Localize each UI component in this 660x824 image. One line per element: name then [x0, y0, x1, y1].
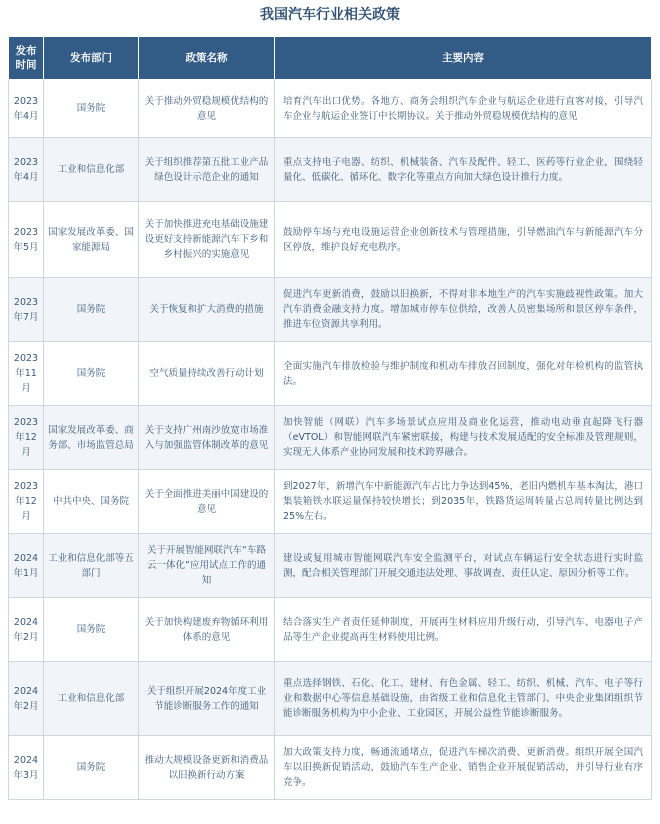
- cell-dept: 国务院: [44, 278, 139, 342]
- table-row: [9, 202, 652, 278]
- header-content: 主要内容: [275, 37, 652, 80]
- cell-time: 2024年1月: [9, 534, 44, 598]
- header-time: 发布时间: [9, 37, 44, 80]
- cell-policy: 关于组织开展2024年度工业节能诊断服务工作的通知: [139, 662, 275, 736]
- cell-content: 加大政策支持力度，畅通流通堵点，促进汽车梯次消费、更新消费。组织开展全国汽车以旧换新促销活动，鼓励汽车生产企业、销售企业开展促销活动，并引导行业有序竞争。: [275, 736, 652, 800]
- table-row: [9, 534, 652, 598]
- header-dept: 发布部门: [44, 37, 139, 80]
- cell-dept: 工业和信息化部: [44, 662, 139, 736]
- cell-policy: 关于组织推荐第五批工业产品绿色设计示范企业的通知: [139, 138, 275, 202]
- cell-dept: 中共中央、国务院: [44, 470, 139, 534]
- cell-policy: 关于支持广州南沙放宽市场准入与加强监管体制改革的意见: [139, 406, 275, 470]
- header-row: [9, 37, 652, 80]
- table-row: [9, 406, 652, 470]
- cell-dept: 国务院: [44, 342, 139, 406]
- table-row: [9, 598, 652, 662]
- table-row: [9, 470, 652, 534]
- cell-policy: 关于开展智能网联汽车“车路云一体化”应用试点工作的通知: [139, 534, 275, 598]
- cell-policy: 空气质量持续改善行动计划: [139, 342, 275, 406]
- cell-time: 2023年12月: [9, 406, 44, 470]
- cell-dept: 国务院: [44, 80, 139, 138]
- cell-content: 加快智能（网联）汽车多场景试点应用及商业化运营，推动电动垂直起降飞行器（eVTOL）和智能网联汽车紧密联接，构建与技术发展适配的安全标准及管理规则，实现无人体系产业协同发展和技术跨界融合。: [275, 406, 652, 470]
- header-policy: 政策名称: [139, 37, 275, 80]
- cell-dept: 工业和信息化部: [44, 138, 139, 202]
- cell-time: 2023年11月: [9, 342, 44, 406]
- cell-policy: 推动大规模设备更新和消费品以旧换新行动方案: [139, 736, 275, 800]
- cell-time: 2023年5月: [9, 202, 44, 278]
- cell-dept: 国务院: [44, 598, 139, 662]
- cell-content: 重点支持电子电器、纺织、机械装备、汽车及配件、轻工、医药等行业企业，围绕轻量化、低碳化、循环化、数字化等重点方向加大绿色设计推行力度。: [275, 138, 652, 202]
- cell-policy: 关于全面推进美丽中国建设的意见: [139, 470, 275, 534]
- cell-time: 2023年7月: [9, 278, 44, 342]
- cell-content: 重点选择钢铁、石化、化工、建材、有色金属、轻工、纺织、机械、汽车、电子等行业和数据中心等信息基础设施，由省级工业和信息化主管部门、中央企业集团组织节能诊断服务机构为中小企业、工业园区，开展公益性节能诊断服务。: [275, 662, 652, 736]
- cell-time: 2024年2月: [9, 598, 44, 662]
- cell-dept: 国家发展改革委、国家能源局: [44, 202, 139, 278]
- table-row: [9, 278, 652, 342]
- table-row: [9, 342, 652, 406]
- cell-content: 结合落实生产者责任延伸制度，开展再生材料应用升级行动，引导汽车、电器电子产品等生产企业提高再生材料使用比例。: [275, 598, 652, 662]
- table-row: [9, 138, 652, 202]
- cell-time: 2024年2月: [9, 662, 44, 736]
- cell-time: 2023年4月: [9, 80, 44, 138]
- table-row: [9, 662, 652, 736]
- cell-content: 鼓励停车场与充电设施运营企业创新技术与管理措施，引导燃油汽车与新能源汽车分区停放，维护良好充电秩序。: [275, 202, 652, 278]
- cell-policy: 关于加快构建废弃物循环利用体系的意见: [139, 598, 275, 662]
- page-title: 我国汽车行业相关政策: [260, 7, 400, 23]
- cell-content: 到2027年，新增汽车中新能源汽车占比力争达到45%，老旧内燃机车基本淘汰，港口集装箱铁水联运量保持较快增长；到2035年，铁路货运周转量占总周转量比例达到25%左右。: [275, 470, 652, 534]
- cell-dept: 工业和信息化部等五部门: [44, 534, 139, 598]
- cell-content: 建设或复用城市智能网联汽车安全监测平台，对试点车辆运行安全状态进行实时监测，配合相关管理部门开展交通违法处理、事故调查、责任认定、原因分析等工作。: [275, 534, 652, 598]
- cell-policy: 关于推动外贸稳规模优结构的意见: [139, 80, 275, 138]
- policy-table: [8, 36, 652, 800]
- cell-dept: 国务院: [44, 736, 139, 800]
- cell-content: 培育汽车出口优势。各地方、商务会组织汽车企业与航运企业进行直客对接，引导汽车企业与航运企业签订中长期协议。关于推动外贸稳规模优结构的意见: [275, 80, 652, 138]
- cell-time: 2023年12月: [9, 470, 44, 534]
- cell-policy: 关于恢复和扩大消费的措施: [139, 278, 275, 342]
- cell-policy: 关于加快推进充电基础设施建设更好支持新能源汽车下乡和乡村振兴的实施意见: [139, 202, 275, 278]
- table-row: [9, 736, 652, 800]
- cell-dept: 国家发展改革委、商务部、市场监管总局: [44, 406, 139, 470]
- cell-content: 全面实施汽车排放检验与维护制度和机动车排放召回制度，强化对年检机构的监管执法。: [275, 342, 652, 406]
- cell-time: 2024年3月: [9, 736, 44, 800]
- cell-content: 促进汽车更新消费，鼓励以旧换新，不得对非本地生产的汽车实施歧视性政策。加大汽车消费金融支持力度。增加城市停车位供给，改善人员密集场所和景区停车条件，推进车位资源共享利用。: [275, 278, 652, 342]
- cell-time: 2023年4月: [9, 138, 44, 202]
- table-row: [9, 80, 652, 138]
